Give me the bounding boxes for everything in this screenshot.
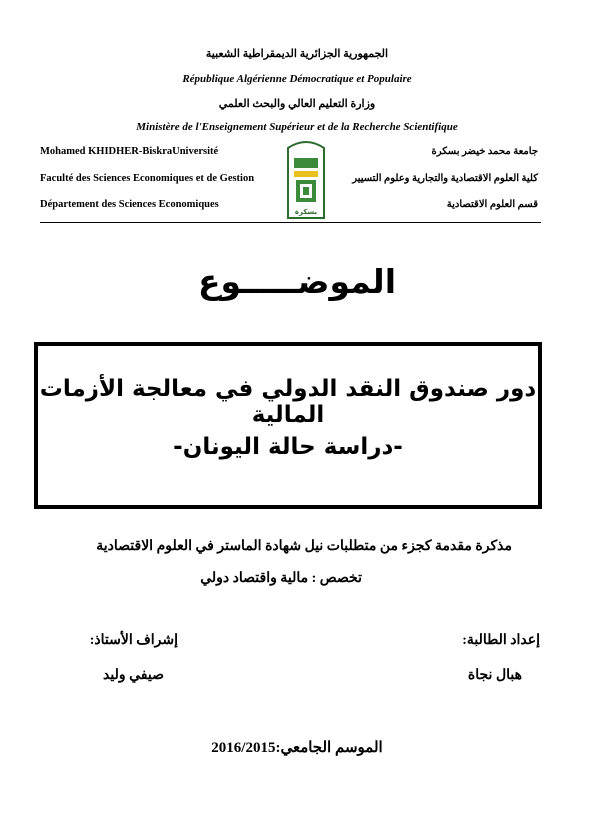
republic-arabic: الجمهورية الجزائرية الديمقراطية الشعبية [205,48,389,60]
department-french: Département des Sciences Economiques [40,199,219,210]
republic-french: République Algérienne Démocratique et Populaire [182,73,412,85]
student-name: هبال نجاة [467,668,522,683]
ministry-arabic: وزارة التعليم العالي والبحث العلمي [218,98,376,110]
faculty-french: Faculté des Sciences Economiques et de Gestion [40,173,255,184]
thesis-title-box [34,342,542,509]
academic-year: الموسم الجامعي:2016/2015 [211,740,383,756]
ministry-french: Ministère de l'Enseignement Supérieur et de la Recherche Scientifique [136,121,458,133]
university-logo [284,140,328,224]
memo-statement: مذكرة مقدمة كجزء من متطلبات نيل شهادة الماستر في العلوم الاقتصادية [96,539,512,554]
logo-text: بسكرة [294,208,318,216]
department-arabic: قسم العلوم الاقتصادية [446,199,538,210]
student-label: إعداد الطالبة: [462,633,540,648]
faculty-arabic: كلية العلوم الاقتصادية والتجارية وعلوم التسيير [352,173,538,184]
specialization: تخصص : مالية واقتصاد دولي [200,571,362,586]
thesis-title-line2: -دراسة حالة اليونان- [173,434,403,460]
thesis-title-line1: دور صندوق النقد الدولي في معالجة الأزمات المالية [39,376,537,428]
supervisor-name: صيفي وليد [103,668,164,683]
university-arabic: جامعة محمد خيضر بسكرة [431,146,538,157]
supervisor-label: إشراف الأستاذ: [89,633,178,648]
header-divider [40,222,541,223]
subject-heading: الموضـــــوع [197,262,397,301]
university-french: Mohamed KHIDHER-BiskraUniversité [40,146,219,157]
